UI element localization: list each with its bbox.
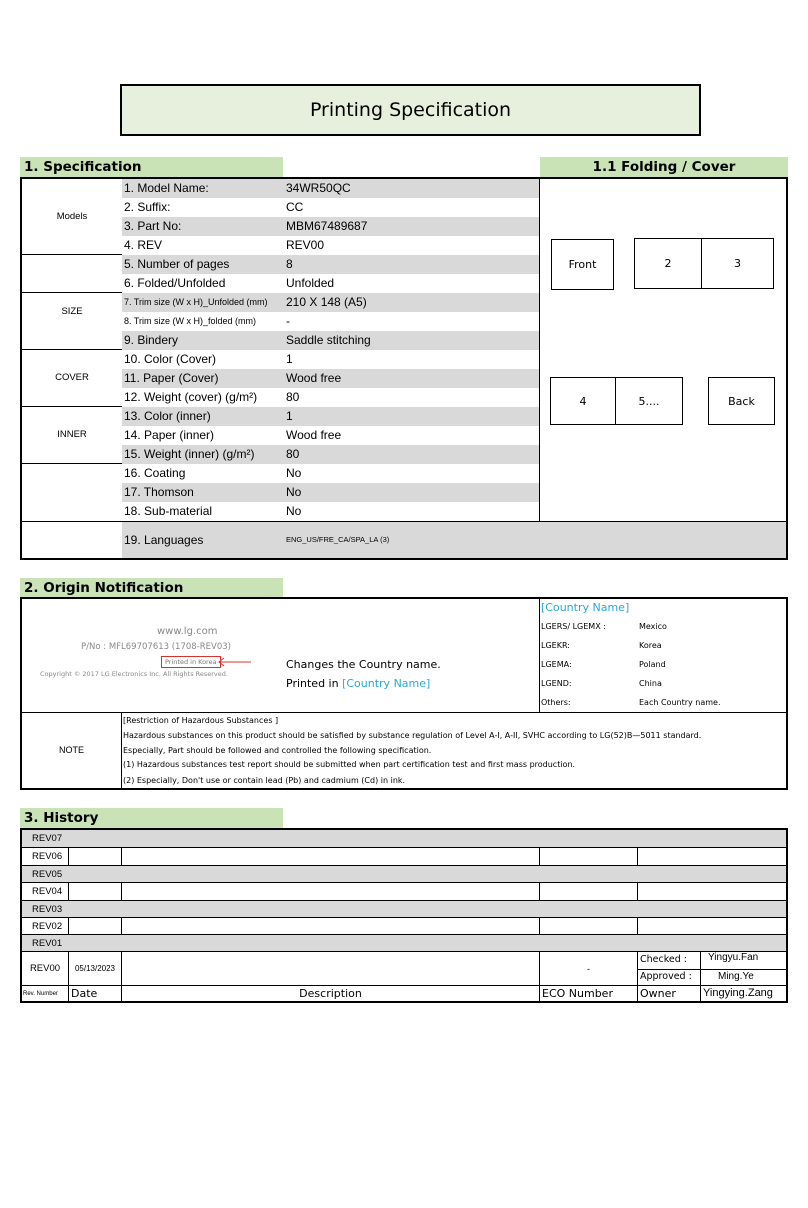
spec-row xyxy=(122,522,786,558)
spec-row xyxy=(122,255,539,274)
history-row xyxy=(22,866,786,883)
approved-name: Ming.Ye xyxy=(718,971,754,982)
history-row xyxy=(22,848,786,865)
spec-row xyxy=(122,331,539,350)
fold-page-2: 2 xyxy=(634,238,702,289)
country-code: Others: xyxy=(541,698,571,707)
group-size: SIZE xyxy=(61,305,83,317)
spec-value: 1 xyxy=(286,352,293,366)
country-name: Mexico xyxy=(639,622,667,631)
printed-in-note xyxy=(286,677,430,690)
spec-value: 210 X 148 (A5) xyxy=(286,295,367,309)
spec-label: 17. Thomson xyxy=(124,485,194,499)
spec-row xyxy=(122,502,539,521)
country-placeholder: [Country Name] xyxy=(342,677,431,690)
spec-value: ENG_US/FRE_CA/SPA_LA (3) xyxy=(286,535,390,544)
spec-row xyxy=(122,312,539,331)
spec-value: MBM67489687 xyxy=(286,219,368,233)
spec-row xyxy=(122,426,539,445)
rev-number: REV04 xyxy=(32,886,63,897)
group-cover: COVER xyxy=(55,372,89,383)
footer-description: Description xyxy=(299,987,362,1000)
spec-label: 7. Trim size (W x H)_Unfolded (mm) xyxy=(124,297,268,307)
country-name: Poland xyxy=(639,660,666,669)
footer-rev-number: Rev. Number xyxy=(23,991,58,997)
spec-row xyxy=(122,350,539,369)
note-line: (2) Especially, Don't use or contain lead (Pb) and cadmium (Cd) in ink. xyxy=(123,776,406,785)
footer-owner-name: Yingying.Zang xyxy=(703,987,773,999)
spec-value: No xyxy=(286,504,302,518)
spec-label: 19. Languages xyxy=(124,533,204,547)
rev-number: REV06 xyxy=(32,851,63,862)
rev-number: REV02 xyxy=(32,921,63,932)
spec-row xyxy=(122,388,539,407)
spec-value: REV00 xyxy=(286,238,325,252)
checked-label: Checked : xyxy=(640,954,687,965)
spec-row xyxy=(122,369,539,388)
spec-row xyxy=(122,464,539,483)
rev-number: REV07 xyxy=(32,833,63,844)
spec-value: 80 xyxy=(286,447,300,461)
spec-heading: 1. Specification xyxy=(20,157,283,177)
sample-printed-in: Printed in Korea xyxy=(161,656,221,668)
spec-label: 12. Weight (cover) (g/m²) xyxy=(124,390,258,404)
spec-value: Wood free xyxy=(286,371,342,385)
changes-note: Changes the Country name. xyxy=(286,658,441,671)
spec-label: 10. Color (Cover) xyxy=(124,352,217,366)
country-code: LGEND: xyxy=(541,679,572,688)
spec-label: 3. Part No: xyxy=(124,219,182,233)
country-code: LGEKR: xyxy=(541,641,570,650)
history-row xyxy=(22,935,786,952)
spec-row xyxy=(122,407,539,426)
spec-value: Wood free xyxy=(286,428,342,442)
fold-back-panel: Back xyxy=(708,377,775,425)
approved-label: Approved : xyxy=(640,971,692,982)
spec-value: No xyxy=(286,466,302,480)
spec-label: 6. Folded/Unfolded xyxy=(124,276,226,290)
fold-front-panel: Front xyxy=(551,239,614,290)
spec-label: 15. Weight (inner) (g/m²) xyxy=(124,447,255,461)
history-row xyxy=(22,918,786,935)
folding-heading: 1.1 Folding / Cover xyxy=(540,157,788,177)
spec-row xyxy=(122,445,539,464)
spec-row xyxy=(122,483,539,502)
rev-number: REV03 xyxy=(32,904,63,915)
group-inner: INNER xyxy=(57,429,87,440)
checked-name: Yingyu.Fan xyxy=(708,952,759,963)
history-heading: 3. History xyxy=(20,808,283,828)
spec-value: Unfolded xyxy=(286,276,335,290)
country-code: LGERS/ LGEMX : xyxy=(541,622,606,631)
history-row xyxy=(22,901,786,918)
history-row xyxy=(22,883,786,900)
spec-label: 16. Coating xyxy=(124,466,186,480)
spec-row xyxy=(122,293,539,312)
spec-row xyxy=(122,274,539,293)
spec-label: 13. Color (inner) xyxy=(124,409,211,423)
country-name: China xyxy=(639,679,662,688)
rev00-eco: - xyxy=(587,963,590,974)
spec-row xyxy=(122,236,539,255)
spec-label: 11. Paper (Cover) xyxy=(124,371,219,385)
country-header: [Country Name] xyxy=(541,601,630,614)
spec-row xyxy=(122,217,539,236)
history-table xyxy=(20,828,788,1003)
spec-label: 9. Bindery xyxy=(124,333,179,347)
note-label: NOTE xyxy=(58,745,84,755)
note-line: Especially, Part should be followed and controlled the following specification. xyxy=(123,746,432,755)
spec-label: 2. Suffix: xyxy=(124,200,171,214)
spec-label: 14. Paper (inner) xyxy=(124,428,215,442)
fold-page-3: 3 xyxy=(701,238,774,289)
spec-label: 8. Trim size (W x H)_folded (mm) xyxy=(124,316,257,326)
printed-in-label: Printed in xyxy=(286,677,339,690)
spec-value: 1 xyxy=(286,409,293,423)
origin-heading: 2. Origin Notification xyxy=(20,578,283,598)
rev-number: REV05 xyxy=(32,869,63,880)
spec-value: No xyxy=(286,485,302,499)
footer-owner: Owner xyxy=(640,987,676,1000)
footer-date: Date xyxy=(71,987,98,1000)
fold-page-4: 4 xyxy=(550,377,616,425)
note-line: Hazardous substances on this product should be satisfied by substance regulation of Level A-I, A-II, SVHC according to LG(52)B—5011 standard. xyxy=(123,731,702,740)
spec-label: 1. Model Name: xyxy=(124,181,209,195)
spec-label: 18. Sub-material xyxy=(124,504,213,518)
spec-value: 8 xyxy=(286,257,293,271)
footer-eco: ECO Number xyxy=(542,987,613,1000)
spec-value: Saddle stitching xyxy=(286,333,371,347)
spec-table xyxy=(20,177,788,560)
country-code: LGEMA: xyxy=(541,660,572,669)
sample-url: www.lg.com xyxy=(157,626,218,637)
spec-value: 34WR50QC xyxy=(286,181,351,195)
rev00-date: 05/13/2023 xyxy=(74,964,116,973)
fold-page-5: 5.... xyxy=(615,377,683,425)
spec-value: CC xyxy=(286,200,304,214)
history-row xyxy=(22,830,786,847)
spec-row xyxy=(122,198,539,217)
sample-part-number: P/No : MFL69707613 (1708-REV03) xyxy=(81,642,231,652)
spec-label: 4. REV xyxy=(124,238,163,252)
page-title: Printing Specification xyxy=(120,84,701,136)
country-name: Korea xyxy=(639,641,662,650)
spec-label: 5. Number of pages xyxy=(124,257,230,271)
country-name: Each Country name. xyxy=(639,698,721,707)
group-models: Models xyxy=(56,211,88,222)
red-arrow-icon xyxy=(217,656,253,668)
rev00-number: REV00 xyxy=(29,963,61,974)
spec-row xyxy=(122,179,539,198)
note-line: (1) Hazardous substances test report should be submitted when part certification test and first mass production. xyxy=(123,760,576,769)
sample-copyright: Copyright © 2017 LG Electronics Inc. All Rights Reserved. xyxy=(40,670,228,678)
rev-number: REV01 xyxy=(32,938,63,949)
spec-value: 80 xyxy=(286,390,300,404)
origin-table xyxy=(20,597,788,790)
spec-value: - xyxy=(286,314,290,328)
note-line: [Restriction of Hazardous Substances ] xyxy=(123,716,279,725)
